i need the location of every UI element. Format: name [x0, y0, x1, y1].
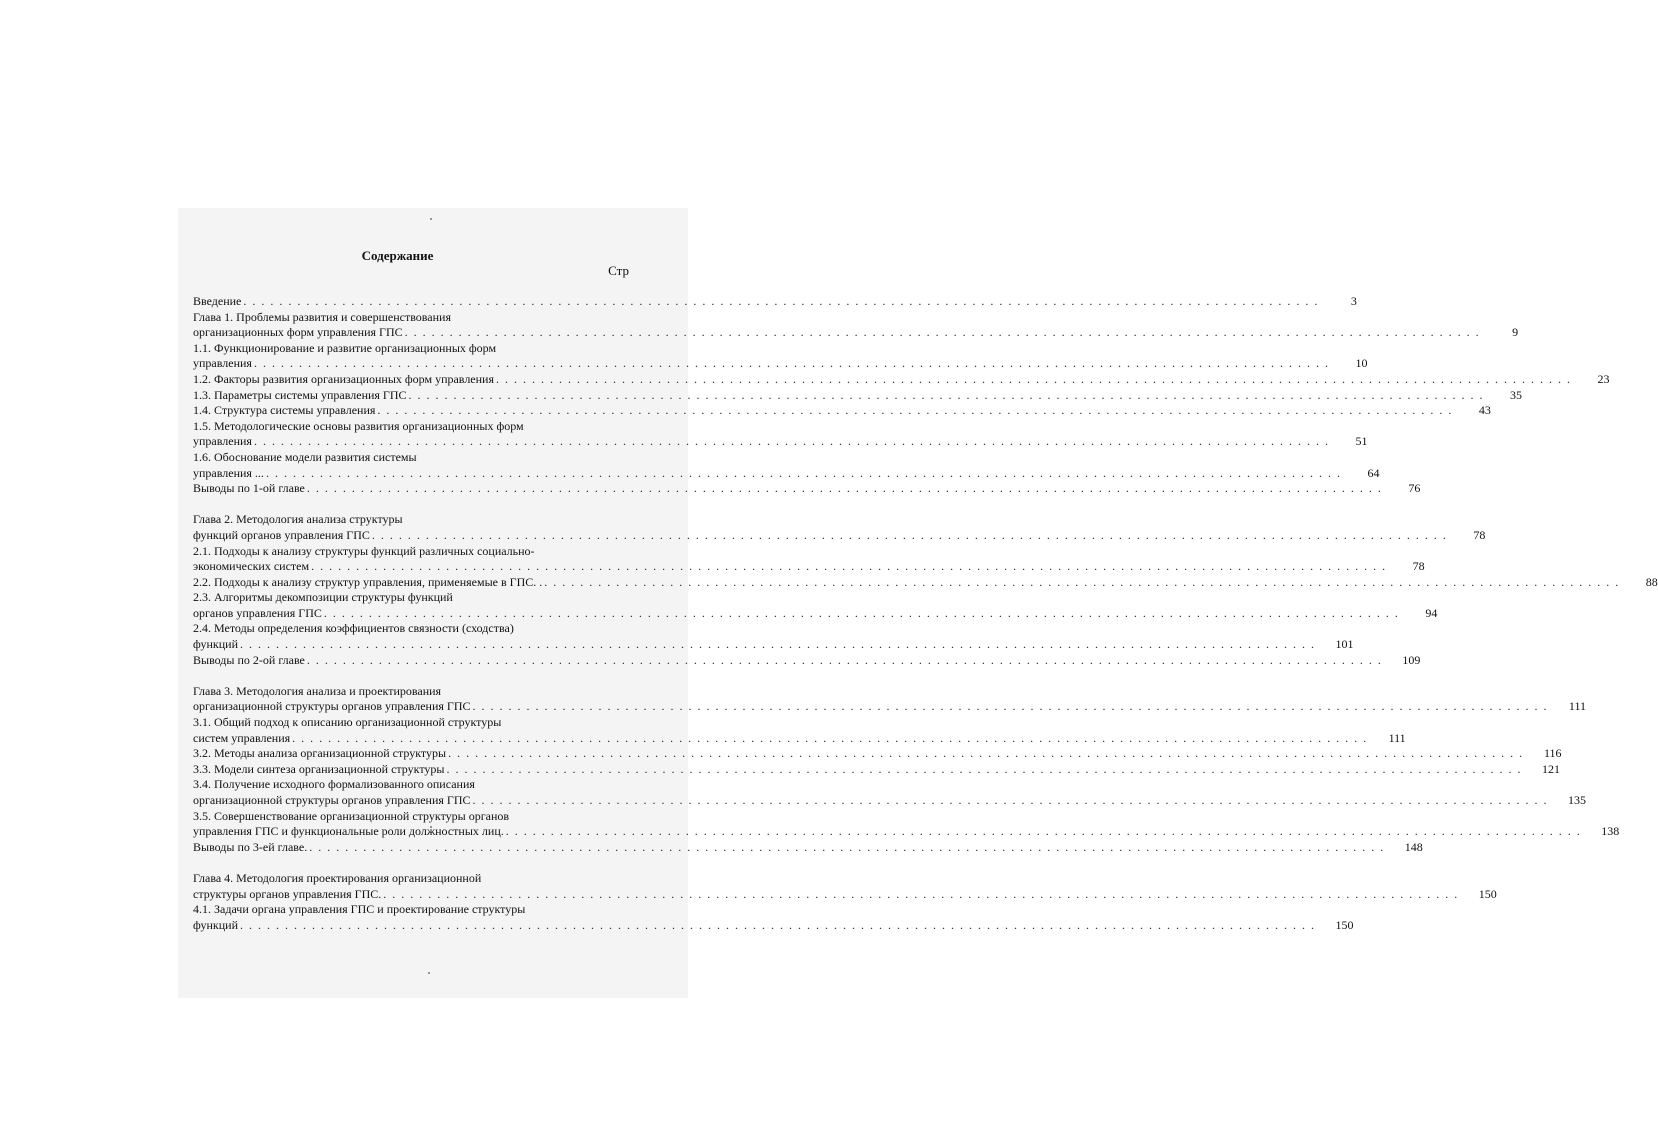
- toc-entry-text: 1.1. Функционирование и развитие организационных форм: [193, 340, 497, 355]
- dot-leader: . . . . . . . . . . . . . . . . . . . . . . . . . . . . . . . . . . . . . . . . . . . . . . . . . . . . . . . . . . . . . . . . . . . . . . . . . . . . . . . . . . . . . . . . . . . . . . . . . . . . . . . . . . . . . . . . . . . . . . . .: [243, 294, 1319, 308]
- toc-entry: [193, 839, 1423, 856]
- toc-entry-text: 1.4. Структура системы управления: [193, 403, 376, 418]
- toc-entry-page: 148: [1404, 839, 1423, 854]
- toc-entry-page: 138: [1601, 824, 1620, 839]
- toc-entry: [193, 465, 1380, 482]
- toc-entry: [193, 917, 1354, 934]
- toc-entry-text: 2.1. Подходы к анализу структуры функций различных социально-: [193, 543, 535, 558]
- toc-entry-text: 2.4. Методы определения коэффициентов связности (сходства): [193, 621, 514, 636]
- toc-entry-text: органов управления ГПС: [193, 605, 322, 620]
- toc-entry: [193, 793, 1587, 809]
- dot-leader: . . . . . . . . . . . . . . . . . . . . . . . . . . . . . . . . . . . . . . . . . . . . . . . . . . . . . . . . . . . . . . . . . . . . . . . . . . . . . . . . . . . . . . . . . . . . . . . . . . . . . . . . . . . . . . . . . . . . . . . .: [377, 403, 1453, 418]
- toc-entry: [193, 809, 623, 825]
- toc-entry-page: 121: [1541, 761, 1560, 776]
- toc-entry-text: 3.2. Методы анализа организационной структуры: [193, 746, 447, 761]
- toc-entry: [193, 341, 623, 357]
- toc-entry-page: 35: [1510, 387, 1523, 402]
- dot-leader: . . . . . . . . . . . . . . . . . . . . . . . . . . . . . . . . . . . . . . . . . . . . . . . . . . . . . . . . . . . . . . . . . . . . . . . . . . . . . . . . . . . . . . . . . . . . . . . . . . . . . . . . . . . . . . . . . . . . . . . .: [240, 637, 1316, 652]
- toc-entry: [193, 434, 1368, 450]
- toc-entry-page: 10: [1355, 356, 1368, 371]
- page-column-header: Стр: [608, 263, 629, 278]
- toc-entry-text: Выводы по 1-ой главе: [193, 481, 305, 496]
- toc-entry-text: экономических систем: [193, 559, 310, 574]
- toc-entry: [193, 886, 1497, 903]
- toc-entry: [193, 403, 1491, 419]
- toc-entry-text: организационной структуры органов управления ГПС: [193, 793, 471, 807]
- toc-entry: [193, 574, 1658, 591]
- chapter-gap: [193, 855, 623, 871]
- dot-leader: . . . . . . . . . . . . . . . . . . . . . . . . . . . . . . . . . . . . . . . . . . . . . . . . . . . . . . . . . . . . . . . . . . . . . . . . . . . . . . . . . . . . . . . . . . . . . . . . . . . . . . . . . . . . . . . . . . . . . . . .: [446, 761, 1522, 776]
- toc-entry-page: 23: [1597, 371, 1610, 386]
- toc-entry-page: 64: [1367, 465, 1380, 480]
- toc-entry: [193, 902, 623, 918]
- toc-entry: [193, 715, 623, 731]
- toc-entry-page: 109: [1402, 652, 1421, 667]
- toc-entry: [193, 652, 1421, 669]
- dot-leader: . . . . . . . . . . . . . . . . . . . . . . . . . . . . . . . . . . . . . . . . . . . . . . . . . . . . . . . . . . . . . . . . . . . . . . . . . . . . . . . . . . . . . . . . . . . . . . . . . . . . . . . . . . . . . . . . . . . . . . . .: [240, 917, 1316, 932]
- toc-entry-text: Глава 1. Проблемы развития и совершенствования: [193, 309, 451, 324]
- toc-entry-text: Выводы по 3-ей главе.: [193, 839, 308, 854]
- toc-entry: [193, 527, 1486, 544]
- toc-entry-page: 94: [1425, 605, 1438, 620]
- scan-speck: [430, 218, 432, 220]
- toc-entry-text: Глава 2. Методология анализа структуры: [193, 512, 403, 527]
- toc-entry-page: 88: [1645, 574, 1658, 589]
- toc-entry: [193, 637, 1354, 653]
- toc-entry-text: Выводы по 2-ой главе: [193, 652, 305, 667]
- toc-entry-page: 111: [1388, 730, 1406, 745]
- toc-entry-text: 3.5. Совершенствование организационной структуры органов: [193, 808, 510, 823]
- toc-entry-text: 1.3. Параметры системы управления ГПС: [193, 387, 407, 402]
- toc-entry: [193, 590, 623, 606]
- toc-entry-text: структуры органов управления ГПС.: [193, 886, 382, 901]
- toc-entry-text: функций органов управления ГПС: [193, 527, 370, 542]
- toc-entry-text: систем управления: [193, 730, 291, 745]
- toc-entry-text: 2.2. Подходы к анализу структур управления, применяемые в ГПС. .: [193, 574, 543, 589]
- toc-entry: [193, 761, 1560, 778]
- toc-entry: [193, 621, 623, 637]
- toc-entry: [193, 684, 623, 700]
- toc-entry: [193, 387, 1523, 404]
- toc-entry-text: функций: [193, 917, 238, 932]
- toc-title: Содержание: [361, 248, 434, 263]
- dot-leader: . . . . . . . . . . . . . . . . . . . . . . . . . . . . . . . . . . . . . . . . . . . . . . . . . . . . . . . . . . . . . . . . . . . . . . . . . . . . . . . . . . . . . . . . . . . . . . . . . . . . . . . . . . . . . . . . . . . . . . . .: [306, 652, 1383, 667]
- toc-entry-text: Глава 3. Методология анализа и проектирования: [193, 683, 442, 698]
- toc-entry-text: Введение: [193, 294, 242, 308]
- dot-leader: . . . . . . . . . . . . . . . . . . . . . . . . . . . . . . . . . . . . . . . . . . . . . . . . . . . . . . . . . . . . . . . . . . . . . . . . . . . . . . . . . . . . . . . . . . . . . . . . . . . . . . . . . . . . . . . . . . . . . . . .: [371, 527, 1448, 542]
- dot-leader: . . . . . . . . . . . . . . . . . . . . . . . . . . . . . . . . . . . . . . . . . . . . . . . . . . . . . . . . . . . . . . . . . . . . . . . . . . . . . . . . . . . . . . . . . . . . . . . . . . . . . . . . . . . . . . . . . . . . . . . .: [448, 746, 1524, 761]
- toc-entry: [193, 559, 1425, 575]
- dot-leader: . . . . . . . . . . . . . . . . . . . . . . . . . . . . . . . . . . . . . . . . . . . . . . . . . . . . . . . . . . . . . . . . . . . . . . . . . . . . . . . . . . . . . . . . . . . . . . . . . . . . . . . . . . . . . . . . . . . . . . . .: [472, 793, 1549, 807]
- toc-entry-text: 1.6. Обоснование модели развития системы: [193, 449, 417, 464]
- toc-entry-text: организационных форм управления ГПС: [193, 325, 403, 340]
- dot-leader: . . . . . . . . . . . . . . . . . . . . . . . . . . . . . . . . . . . . . . . . . . . . . . . . . . . . . . . . . . . . . . . . . . . . . . . . . . . . . . . . . . . . . . . . . . . . . . . . . . . . . . . . . . . . . . . . . . . . . . . .: [323, 605, 1400, 620]
- toc-entry-text: управления: [193, 434, 252, 449]
- dot-leader: . . . . . . . . . . . . . . . . . . . . . . . . . . . . . . . . . . . . . . . . . . . . . . . . . . . . . . . . . . . . . . . . . . . . . . . . . . . . . . . . . . . . . . . . . . . . . . . . . . . . . . . . . . . . . . . . . . . . . . . .: [253, 434, 1330, 449]
- toc-entry-text: функций: [193, 637, 238, 652]
- toc-entry-page: 150: [1335, 917, 1354, 932]
- toc-entry-text: управления: [193, 356, 252, 371]
- toc-entry-text: 3.3. Модели синтеза организационной структуры: [193, 761, 445, 776]
- toc-entry-text: управления ГПС и функциональные роли должностных лиц.: [193, 824, 504, 839]
- dot-leader: . . . . . . . . . . . . . . . . . . . . . . . . . . . . . . . . . . . . . . . . . . . . . . . . . . . . . . . . . . . . . . . . . . . . . . . . . . . . . . . . . . . . . . . . . . . . . . . . . . . . . . . . . . . . . . . . . . . . . . . .: [253, 356, 1330, 371]
- toc-entry-page: 78: [1412, 559, 1425, 574]
- toc-entry-page: 43: [1478, 403, 1491, 418]
- toc-entry-text: 4.1. Задачи органа управления ГПС и проектирование структуры: [193, 902, 526, 917]
- toc-entry-text: 2.3. Алгоритмы декомпозиции структуры функций: [193, 590, 453, 605]
- toc-entry-page: 76: [1408, 481, 1421, 496]
- toc-entry: [193, 310, 623, 326]
- toc-entry-text: 1.2. Факторы развития организационных форм управления: [193, 371, 494, 386]
- table-of-contents: [193, 294, 1658, 933]
- toc-entry: [193, 824, 1620, 840]
- dot-leader: . . . . . . . . . . . . . . . . . . . . . . . . . . . . . . . . . . . . . . . . . . . . . . . . . . . . . . . . . . . . . . . . . . . . . . . . . . . . . . . . . . . . . . . . . . . . . . . . . . . . . . . . . . . . . . . . . . . . . . . .: [306, 481, 1383, 496]
- toc-entry-text: управления ...: [193, 465, 264, 480]
- toc-entry-page: 51: [1355, 434, 1368, 449]
- dot-leader: . . . . . . . . . . . . . . . . . . . . . . . . . . . . . . . . . . . . . . . . . . . . . . . . . . . . . . . . . . . . . . . . . . . . . . . . . . . . . . . . . . . . . . . . . . . . . . . . . . . . . . . . . . . . . . . . . . . . . . . .: [472, 699, 1549, 714]
- toc-entry-page: 150: [1478, 886, 1497, 901]
- toc-entry: [193, 777, 623, 793]
- dot-leader: . . . . . . . . . . . . . . . . . . . . . . . . . . . . . . . . . . . . . . . . . . . . . . . . . . . . . . . . . . . . . . . . . . . . . . . . . . . . . . . . . . . . . . . . . . . . . . . . . . . . . . . . . . . . . . . . . . . . . . . .: [404, 325, 1481, 340]
- toc-entry: [193, 605, 1438, 622]
- toc-entry-page: 135: [1568, 793, 1587, 807]
- toc-entry: [193, 356, 1368, 372]
- toc-entry: [193, 450, 623, 466]
- dot-leader: . . . . . . . . . . . . . . . . . . . . . . . . . . . . . . . . . . . . . . . . . . . . . . . . . . . . . . . . . . . . . . . . . . . . . . . . . . . . . . . . . . . . . . . . . . . . . . . . . . . . . . . . . . . . . . . . . . . . . . . .: [265, 465, 1342, 480]
- toc-entry: [193, 481, 1421, 497]
- toc-entry-page: 78: [1473, 527, 1486, 542]
- dot-leader: . . . . . . . . . . . . . . . . . . . . . . . . . . . . . . . . . . . . . . . . . . . . . . . . . . . . . . . . . . . . . . . . . . . . . . . . . . . . . . . . . . . . . . . . . . . . . . . . . . . . . . . . . . . . . . . . . . . . . . . .: [408, 387, 1485, 402]
- toc-entry-text: 3.4. Получение исходного формализованного описания: [193, 777, 475, 792]
- toc-entry-page: 116: [1544, 746, 1562, 761]
- dot-leader: . . . . . . . . . . . . . . . . . . . . . . . . . . . . . . . . . . . . . . . . . . . . . . . . . . . . . . . . . . . . . . . . . . . . . . . . . . . . . . . . . . . . . . . . . . . . . . . . . . . . . . . . . . . . . . . . . . . . . . . .: [383, 886, 1459, 901]
- toc-entry-page: 3: [1350, 294, 1357, 308]
- dot-leader: . . . . . . . . . . . . . . . . . . . . . . . . . . . . . . . . . . . . . . . . . . . . . . . . . . . . . . . . . . . . . . . . . . . . . . . . . . . . . . . . . . . . . . . . . . . . . . . . . . . . . . . . . . . . . . . . . . . . . . . .: [505, 824, 1582, 839]
- toc-entry: [193, 699, 1587, 715]
- toc-entry: [193, 730, 1406, 747]
- toc-entry-page: 101: [1335, 637, 1354, 652]
- toc-entry-text: 3.1. Общий подход к описанию организационной структуры: [193, 715, 502, 730]
- dot-leader: . . . . . . . . . . . . . . . . . . . . . . . . . . . . . . . . . . . . . . . . . . . . . . . . . . . . . . . . . . . . . . . . . . . . . . . . . . . . . . . . . . . . . . . . . . . . . . . . . . . . . . . . . . . . . . . . . . . . . . . .: [496, 371, 1572, 386]
- toc-entry: [193, 325, 1519, 341]
- dot-leader: . . . . . . . . . . . . . . . . . . . . . . . . . . . . . . . . . . . . . . . . . . . . . . . . . . . . . . . . . . . . . . . . . . . . . . . . . . . . . . . . . . . . . . . . . . . . . . . . . . . . . . . . . . . . . . . . . . . . . . . .: [309, 839, 1385, 854]
- toc-entry-text: организационной структуры органов управления ГПС: [193, 699, 471, 714]
- chapter-gap: [193, 668, 623, 684]
- dot-leader: . . . . . . . . . . . . . . . . . . . . . . . . . . . . . . . . . . . . . . . . . . . . . . . . . . . . . . . . . . . . . . . . . . . . . . . . . . . . . . . . . . . . . . . . . . . . . . . . . . . . . . . . . . . . . . . . . . . . . . . .: [544, 574, 1620, 589]
- toc-entry: [193, 512, 623, 528]
- dot-leader: . . . . . . . . . . . . . . . . . . . . . . . . . . . . . . . . . . . . . . . . . . . . . . . . . . . . . . . . . . . . . . . . . . . . . . . . . . . . . . . . . . . . . . . . . . . . . . . . . . . . . . . . . . . . . . . . . . . . . . . .: [292, 730, 1368, 745]
- toc-entry: [193, 294, 1357, 310]
- toc-entry-page: 111: [1568, 699, 1587, 714]
- scan-speck: [428, 972, 430, 974]
- dot-leader: . . . . . . . . . . . . . . . . . . . . . . . . . . . . . . . . . . . . . . . . . . . . . . . . . . . . . . . . . . . . . . . . . . . . . . . . . . . . . . . . . . . . . . . . . . . . . . . . . . . . . . . . . . . . . . . . . . . . . . . .: [311, 559, 1387, 574]
- toc-entry: [193, 746, 1562, 762]
- toc-entry: [193, 419, 623, 435]
- toc-entry: [193, 544, 623, 560]
- toc-entry-text: Глава 4. Методология проектирования организационной: [193, 870, 482, 885]
- toc-entry-text: 1.5. Методологические основы развития организационных форм: [193, 418, 524, 433]
- toc-entry: [193, 371, 1610, 388]
- toc-entry: [193, 871, 623, 887]
- toc-entry-page: 9: [1512, 325, 1519, 340]
- chapter-gap: [193, 497, 623, 513]
